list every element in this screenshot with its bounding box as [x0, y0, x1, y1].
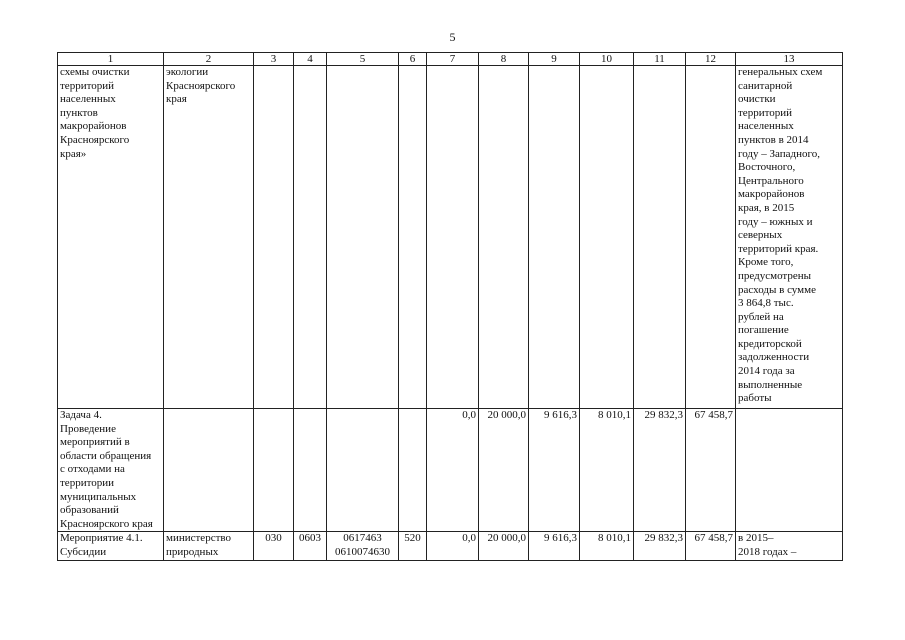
- table-row: [58, 409, 843, 532]
- column-number: 12: [686, 53, 736, 66]
- amount-cell: [427, 66, 479, 409]
- grbs-code-cell: [254, 66, 294, 409]
- expense-type-cell: [399, 409, 427, 532]
- expense-type-cell: [399, 66, 427, 409]
- column-number: 6: [399, 53, 427, 66]
- amount-cell: [479, 66, 529, 409]
- column-number: 3: [254, 53, 294, 66]
- executor-cell: министерство природных: [164, 532, 254, 561]
- column-number: 11: [634, 53, 686, 66]
- column-number: 2: [164, 53, 254, 66]
- column-number-row: [58, 53, 843, 66]
- executor-cell: экологии Красноярского края: [164, 66, 254, 409]
- amount-cell: 8 010,1: [580, 532, 634, 561]
- expected-result-cell: [736, 409, 843, 532]
- column-number: 10: [580, 53, 634, 66]
- page-number: 5: [449, 30, 456, 44]
- amount-cell: 20 000,0: [479, 532, 529, 561]
- activity-name-cell: Задача 4. Проведение мероприятий в области обращения с отходами на территории муниципальных образований Красноярского края: [58, 409, 164, 532]
- total-cell: 67 458,7: [686, 532, 736, 561]
- expected-result-cell: генеральных схем санитарной очистки территорий населенных пунктов в 2014 году – Западного, Восточного, Центрального макрорайонов края, в 2015 году – южных и северных территорий края. Кроме того, предусмотрены расходы в сумме 3 864,8 тыс. рублей на погашение кредиторской задолженности 2014 года за выполненные работы: [736, 66, 843, 409]
- amount-cell: 29 832,3: [634, 532, 686, 561]
- activity-name-cell: схемы очистки территорий населенных пунктов макрорайонов Красноярского края»: [58, 66, 164, 409]
- amount-cell: [580, 66, 634, 409]
- column-number: 5: [327, 53, 399, 66]
- amount-cell: 29 832,3: [634, 409, 686, 532]
- target-article-cell: 0617463 0610074630: [327, 532, 399, 561]
- table-row: [58, 532, 843, 561]
- amount-cell: 9 616,3: [529, 409, 580, 532]
- target-article-cell: [327, 409, 399, 532]
- column-number: 4: [294, 53, 327, 66]
- amount-cell: 20 000,0: [479, 409, 529, 532]
- section-code-cell: [294, 409, 327, 532]
- section-code-cell: 0603: [294, 532, 327, 561]
- section-code-cell: [294, 66, 327, 409]
- program-activities-table: [57, 52, 843, 561]
- amount-cell: [529, 66, 580, 409]
- total-cell: 67 458,7: [686, 409, 736, 532]
- expense-type-cell: 520: [399, 532, 427, 561]
- column-number: 9: [529, 53, 580, 66]
- column-number: 13: [736, 53, 843, 66]
- column-number: 7: [427, 53, 479, 66]
- amount-cell: [634, 66, 686, 409]
- expected-result-cell: в 2015– 2018 годах –: [736, 532, 843, 561]
- executor-cell: [164, 409, 254, 532]
- total-cell: [686, 66, 736, 409]
- table-row: [58, 66, 843, 409]
- amount-cell: 9 616,3: [529, 532, 580, 561]
- grbs-code-cell: 030: [254, 532, 294, 561]
- amount-cell: 0,0: [427, 409, 479, 532]
- amount-cell: 0,0: [427, 532, 479, 561]
- target-article-cell: [327, 66, 399, 409]
- activity-name-cell: Мероприятие 4.1. Субсидии: [58, 532, 164, 561]
- grbs-code-cell: [254, 409, 294, 532]
- column-number: 8: [479, 53, 529, 66]
- amount-cell: 8 010,1: [580, 409, 634, 532]
- column-number: 1: [58, 53, 164, 66]
